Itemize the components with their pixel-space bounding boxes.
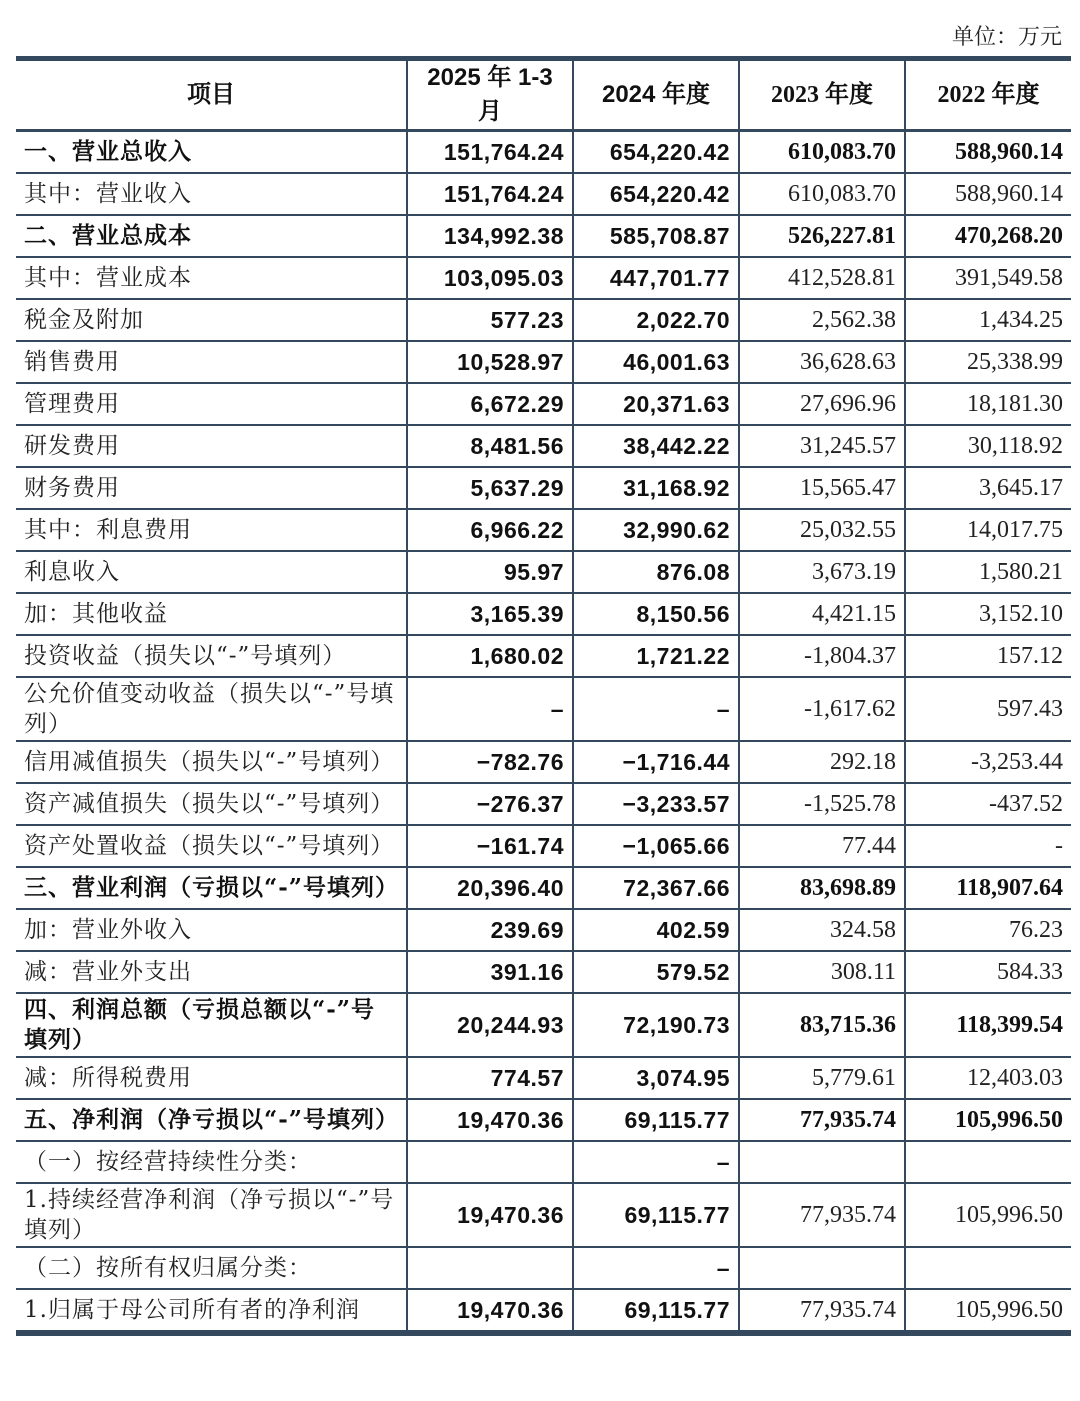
table-row [16,1289,1071,1333]
value-2024: 876.08 [573,551,739,593]
table-row [16,1183,1071,1247]
value-2022 [905,1141,1071,1183]
row-label: 销售费用 [16,341,407,383]
value-2024: 654,220.42 [573,173,739,215]
row-label: 其中：营业收入 [16,173,407,215]
table-row [16,593,1071,635]
value-2022: 597.43 [905,677,1071,741]
value-2025q1: 20,244.93 [407,993,573,1057]
table-row [16,677,1071,741]
value-2025q1: 391.16 [407,951,573,993]
value-2022: 105,996.50 [905,1183,1071,1247]
value-2022: 588,960.14 [905,173,1071,215]
value-2023: 77.44 [739,825,905,867]
value-2022: 105,996.50 [905,1289,1071,1333]
value-2023: 77,935.74 [739,1183,905,1247]
value-2023: 31,245.57 [739,425,905,467]
table-row [16,1057,1071,1099]
header-2025q1: 2025 年 1-3 月 [407,59,573,131]
table-row [16,173,1071,215]
value-2025q1: −161.74 [407,825,573,867]
value-2022: -437.52 [905,783,1071,825]
value-2022: 30,118.92 [905,425,1071,467]
value-2022 [905,1247,1071,1289]
value-2025q1: 577.23 [407,299,573,341]
value-2025q1: 151,764.24 [407,131,573,174]
value-2024: – [573,1247,739,1289]
value-2024: 69,115.77 [573,1183,739,1247]
value-2022: 25,338.99 [905,341,1071,383]
value-2024: 402.59 [573,909,739,951]
row-label: 二、营业总成本 [16,215,407,257]
row-label: 四、利润总额（亏损总额以“-”号填列） [16,993,407,1057]
row-label: 1.归属于母公司所有者的净利润 [16,1289,407,1333]
table-row [16,993,1071,1057]
value-2025q1: 19,470.36 [407,1183,573,1247]
value-2022: 470,268.20 [905,215,1071,257]
value-2024: 579.52 [573,951,739,993]
table-row [16,551,1071,593]
value-2023: 27,696.96 [739,383,905,425]
value-2022: 105,996.50 [905,1099,1071,1141]
value-2022: 584.33 [905,951,1071,993]
row-label: 加：其他收益 [16,593,407,635]
table-row [16,341,1071,383]
table-row [16,467,1071,509]
value-2024: 72,190.73 [573,993,739,1057]
table-row [16,509,1071,551]
value-2024: – [573,1141,739,1183]
value-2025q1: 19,470.36 [407,1099,573,1141]
row-label: 资产处置收益（损失以“-”号填列） [16,825,407,867]
income-statement-table [16,56,1071,1336]
value-2024: – [573,677,739,741]
row-label: 利息收入 [16,551,407,593]
value-2023: 526,227.81 [739,215,905,257]
table-row [16,299,1071,341]
value-2025q1: 103,095.03 [407,257,573,299]
value-2025q1: 134,992.38 [407,215,573,257]
value-2023: 3,673.19 [739,551,905,593]
value-2024: 585,708.87 [573,215,739,257]
value-2024: 31,168.92 [573,467,739,509]
row-label: 三、营业利润（亏损以“-”号填列） [16,867,407,909]
value-2023: 77,935.74 [739,1289,905,1333]
value-2022: 18,181.30 [905,383,1071,425]
value-2024: 20,371.63 [573,383,739,425]
value-2024: 32,990.62 [573,509,739,551]
value-2023: 610,083.70 [739,173,905,215]
value-2023: 36,628.63 [739,341,905,383]
row-label: 资产减值损失（损失以“-”号填列） [16,783,407,825]
value-2022: 14,017.75 [905,509,1071,551]
header-2022: 2022 年度 [905,59,1071,131]
value-2025q1 [407,1247,573,1289]
row-label: 管理费用 [16,383,407,425]
value-2022: 391,549.58 [905,257,1071,299]
value-2023: 83,715.36 [739,993,905,1057]
value-2025q1: 6,672.29 [407,383,573,425]
table-header-row [16,59,1071,131]
value-2022: 157.12 [905,635,1071,677]
value-2025q1: 10,528.97 [407,341,573,383]
value-2025q1: 239.69 [407,909,573,951]
table-row [16,909,1071,951]
value-2025q1: 6,966.22 [407,509,573,551]
table-row [16,783,1071,825]
value-2025q1: 20,396.40 [407,867,573,909]
value-2023 [739,1247,905,1289]
value-2025q1: 19,470.36 [407,1289,573,1333]
value-2025q1: −782.76 [407,741,573,783]
value-2023: 25,032.55 [739,509,905,551]
row-label: 1.持续经营净利润（净亏损以“-”号填列） [16,1183,407,1247]
value-2025q1: 1,680.02 [407,635,573,677]
unit-label: 单位：万元 [951,25,1062,50]
value-2025q1: 95.97 [407,551,573,593]
row-label: 减：所得税费用 [16,1057,407,1099]
value-2024: 69,115.77 [573,1289,739,1333]
value-2024: 1,721.22 [573,635,739,677]
row-label: 财务费用 [16,467,407,509]
value-2023: 15,565.47 [739,467,905,509]
value-2024: 3,074.95 [573,1057,739,1099]
value-2022: 1,580.21 [905,551,1071,593]
table-row [16,1099,1071,1141]
value-2022: 118,399.54 [905,993,1071,1057]
value-2023: 5,779.61 [739,1057,905,1099]
value-2022: 3,152.10 [905,593,1071,635]
value-2025q1: 8,481.56 [407,425,573,467]
value-2022: 3,645.17 [905,467,1071,509]
row-label: 税金及附加 [16,299,407,341]
value-2023: 308.11 [739,951,905,993]
value-2023: -1,525.78 [739,783,905,825]
value-2023 [739,1141,905,1183]
value-2025q1: 5,637.29 [407,467,573,509]
row-label: （二）按所有权归属分类： [16,1247,407,1289]
value-2024: 38,442.22 [573,425,739,467]
row-label: 研发费用 [16,425,407,467]
value-2025q1: −276.37 [407,783,573,825]
value-2023: 4,421.15 [739,593,905,635]
value-2023: 292.18 [739,741,905,783]
value-2023: 412,528.81 [739,257,905,299]
value-2023: 610,083.70 [739,131,905,174]
value-2022: 12,403.03 [905,1057,1071,1099]
table-row [16,867,1071,909]
value-2025q1: 774.57 [407,1057,573,1099]
value-2023: 77,935.74 [739,1099,905,1141]
table-row [16,257,1071,299]
table-row [16,131,1071,174]
header-2024: 2024 年度 [573,59,739,131]
value-2024: −1,716.44 [573,741,739,783]
value-2023: 83,698.89 [739,867,905,909]
table-row [16,741,1071,783]
value-2024: 46,001.63 [573,341,739,383]
value-2024: 69,115.77 [573,1099,739,1141]
table-row [16,1141,1071,1183]
value-2022: 1,434.25 [905,299,1071,341]
row-label: 其中：利息费用 [16,509,407,551]
header-item: 项目 [16,59,407,131]
value-2025q1 [407,1141,573,1183]
row-label: 信用减值损失（损失以“-”号填列） [16,741,407,783]
value-2022: - [905,825,1071,867]
row-label: 五、净利润（净亏损以“-”号填列） [16,1099,407,1141]
value-2025q1: 3,165.39 [407,593,573,635]
value-2022: 118,907.64 [905,867,1071,909]
value-2025q1: 151,764.24 [407,173,573,215]
row-label: 公允价值变动收益（损失以“-”号填列） [16,677,407,741]
row-label: 一、营业总收入 [16,131,407,174]
value-2022: 76.23 [905,909,1071,951]
value-2024: 72,367.66 [573,867,739,909]
header-2023: 2023 年度 [739,59,905,131]
value-2024: 8,150.56 [573,593,739,635]
row-label: （一）按经营持续性分类： [16,1141,407,1183]
value-2024: −3,233.57 [573,783,739,825]
value-2024: 447,701.77 [573,257,739,299]
row-label: 投资收益（损失以“-”号填列） [16,635,407,677]
value-2025q1: – [407,677,573,741]
row-label: 减：营业外支出 [16,951,407,993]
value-2022: -3,253.44 [905,741,1071,783]
table-row [16,383,1071,425]
row-label: 加：营业外收入 [16,909,407,951]
table-row [16,825,1071,867]
table-row [16,425,1071,467]
table-row [16,1247,1071,1289]
value-2024: 2,022.70 [573,299,739,341]
value-2024: −1,065.66 [573,825,739,867]
row-label: 其中：营业成本 [16,257,407,299]
table-row [16,951,1071,993]
value-2023: -1,617.62 [739,677,905,741]
table-row [16,635,1071,677]
value-2023: -1,804.37 [739,635,905,677]
value-2023: 2,562.38 [739,299,905,341]
table-row [16,215,1071,257]
value-2022: 588,960.14 [905,131,1071,174]
value-2023: 324.58 [739,909,905,951]
value-2024: 654,220.42 [573,131,739,174]
